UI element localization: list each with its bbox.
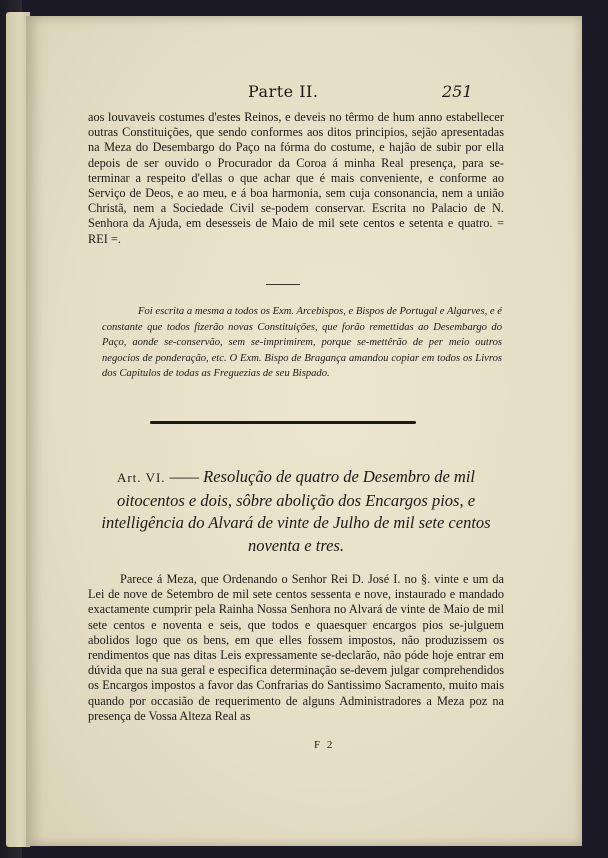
paragraph-decree-ending: aos louvaveis costumes d'estes Reinos, e deveis no têrmo de hum anno estabellecer outras Constituições, que sendo conformes aos ditos principios, sejão apresentadas na Meza do Desembargo do Paço na fórma do costume, e hajão de subir por ella depois de ser ouvido o Procurador da Coroa á minha Real presença, para se-terminar a respeito d'ellas o que achar que é mais conveniente, e conforme ao Serviço de Deos, e ao meu, e á boa harmonia, sem cuja consonancia, nem a união Christã, nem a Sociedade Civil se-podem conservar. Escrita no Palacio de N. Senhora da Ajuda, em desesseis de Maio de mil sete centos e setenta e quatro. = REI =. [88, 110, 504, 246]
section-divider [150, 421, 416, 424]
article-dash: —— [169, 467, 199, 486]
signature-mark: F 2 [314, 739, 335, 751]
book-page [26, 16, 582, 846]
running-header [26, 82, 582, 108]
article-label: Art. VI. [116, 470, 166, 485]
page-number: 251 [442, 82, 473, 101]
article-heading [88, 466, 504, 557]
paragraph-resolution: Parece á Meza, que Ordenando o Senhor Rei D. José I. no §. vinte e um da Lei de nove de Setembro de mil sete centos sessenta e nove, instaurado e mandado exactamente cumprir pela Rainha Nossa Senhora no Alvará de vinte de Maio de mil sete centos e noventa e seis, que todos e quaesquer encargos pios se-julguem abolidos logo que os bens, em que elles fossem impostos, não produzissem os rendimentos que nas ditas Leis expressamente se-declarão, não póde hoje entrar em dúvida que na sua geral e especifica determinação se-devem julgar comprehendidos os Encargos impostos a favor das Confrarias do Santissimo Sacramento, muito mais quando por occasião de requerimento de alguns Administradores a Meza poz na presença de Vossa Alteza Real as [88, 572, 504, 723]
header-title: Parte II. [248, 82, 319, 101]
short-divider [266, 284, 300, 285]
article-title: Resolução de quatro de Desembro de mil oitocentos e dois, sôbre abolição dos Encargos pios, e intelligência do Alvará de vinte de Julho de mil sete centos noventa e tres. [101, 467, 491, 555]
note-paragraph: Foi escrita a mesma a todos os Exm. Arcebispos, e Bispos de Portugal e Algarves, e é constante que todos fizerão novas Constituições, que forão remettidas ao Desembargo do Paço, aonde se-conservão, sem se-imprimirem, porque se-mettêrão de per meio outros negocios de ponderação, etc. O Exm. Bispo de Bragança amandou copiar em todos os Livros dos Capitulos de todas as Freguezias de seu Bispado. [102, 306, 502, 380]
